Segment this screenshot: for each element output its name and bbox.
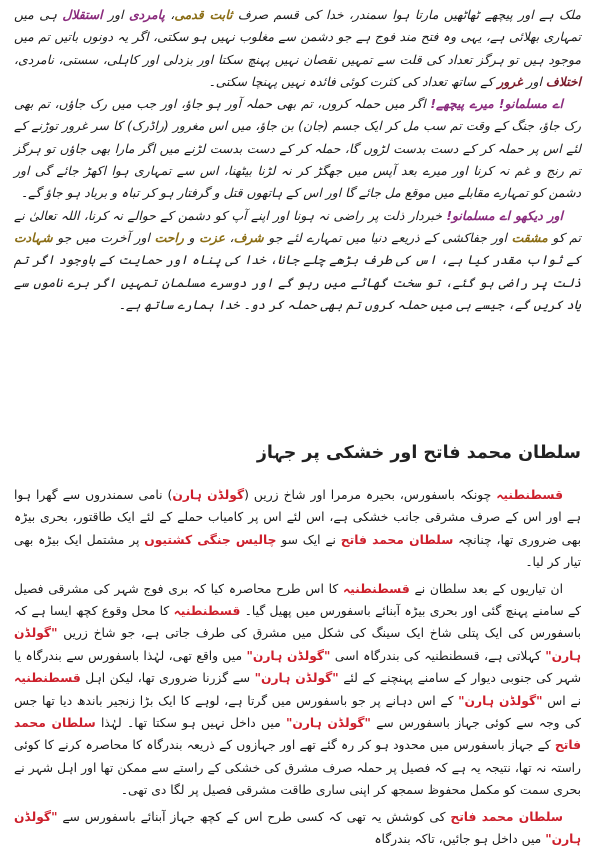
text-run: ، [224,229,234,245]
highlight-courage: پامردی [128,7,165,22]
text-run: اگر میں حملہ کروں، تم بھی حملہ آور ہو جاؤ، اور جب میں رک جاؤں، تم بھی رک جاؤ، جنگ کے وقت تم سب مل کر ایک جسم (جان) بن جاؤ، میں اس مغرور (راڈرک) کا سر غرور توڑنے کے لئے اس پر حملہ کر کے دست بدست لڑوں گا، حملہ کر کے دست بدست لڑنے میں اگر مارا بھی جاؤں تو ہرگز تم رنج و غم نہ کرنا اور میرے بعد آپس میں جھگڑ کر نہ لڑنا بیٹھنا، اس سے تمہاری ہوا اکھڑ جائے گی اور دشمن کو تمہارے مقابلے میں موقع مل جائے گا اور اس کے ہاتھوں قتل و گرفتار ہو کر تباہ و برباد ہو جاؤ گے۔ [14,96,581,201]
text-run: خبردار ذلت پر راضی نہ ہونا اور اپنے آپ کو دشمن کے حوالے نہ کرنا، اللہ تعالیٰ نے تم کو [14,207,581,245]
text-run: میں داخل ہو جائیں، تاکہ بندرگاہ [374,832,546,847]
text-run: ملک ہے اور پیچھے ٹھاٹھیں مارتا ہوا سمندر، خدا کی قسم صرف [232,7,581,22]
highlight-call-muslims-2: اور دیکھو اے مسلمانو! [446,207,563,223]
text-run: سے گزرنا ضروری تھا، لیکن اہل [80,671,255,686]
highlight-dignity: عزت [199,229,225,245]
text-run: پر مشتمل ایک بیڑہ بھی تیار کر لیا۔ [14,532,581,570]
highlight-perseverance: استقلال [62,7,103,22]
text-run: ) نامی سمندروں سے گھرا ہوا ہے اور اس کے صرف مشرقی جانب خشکی ہے، اس لئے اس پر کامیاب حملے کے لئے ایک طاقتور، بحری بیڑہ بھی ضروری تھا، چنانچہ [14,488,581,547]
highlight-steadfastness: ثابت قدمی [174,7,233,22]
highlight-sultan: سلطان محمد فاتح [14,716,581,753]
text-run: کے ثواب مقدر کیا ہے، اس کی طرف بڑھے چلے جانا، خدا کی پناہ اور حمایت کے باوجود اگر تم ذلت پر راضی ہو گئے، تو سخت گھاٹے میں رہو گے اور دوسرے مسلمان تمہیں اگر برے ناموں سے یاد کریں گے، جیسے ہی میں حملہ کروں تم بھی حملہ کر دو۔ خدا ہمارے ساتھ ہے۔ [14,252,581,312]
text-run: کا اس طرح محاصرہ کیا کہ بری فوج شہر کی مشرقی فصیل کے سامنے پہنچ گئی اور بحری بیڑہ آبنائے باسفورس میں پھیل گیا۔ [14,581,581,619]
highlight-constantinople: قسطنطنیہ [496,488,563,502]
text-run: ہی میں تمہاری بھلائی ہے، یہی وہ فتح مند فوج ہے جو دشمن سے مغلوب نہیں ہو سکتی، اگر یہ دونوں باتیں تم میں موجود ہیں تو ہرگز تعداد کی قلت سے تمہیں نقصان نہیں پہنچ سکتا اور بزدلی اور کاہلی، سستی، نامردی، [14,7,581,67]
text-run: ان تیاریوں کے بعد سلطان نے [409,581,564,596]
text-run: میں داخل نہیں ہو سکتا تھا۔ لہٰذا [95,716,286,731]
highlight-golden-horn: "گولڈن ہارن" [285,716,371,731]
text-run: اور [102,7,129,22]
highlight-honor: شرف [233,229,264,245]
text-run: و [183,229,200,245]
body-paragraph-3 [14,806,581,851]
text-run: اور جفاکشی کے ذریعے دنیا میں تمہارے لئے جو [263,229,512,245]
text-run: کا محل وقوع کچھ ایسا ہے کہ باسفورس کی ایک پتلی شاخ ایک سینگ کی شکل میں مشرق کی طرف جاتی ہے، جو شاخ زریں [14,604,581,641]
body-paragraph-1 [14,484,581,574]
highlight-golden-horn: "گولڈن ہارن" [14,626,582,663]
highlight-discord: اختلاف [545,73,581,89]
text-run: ، [164,7,175,22]
highlight-warships: چالیس جنگی کشتیوں [144,532,277,547]
text-run: اور [522,73,546,89]
body-text [14,484,582,847]
highlight-golden-horn: گولڈن ہارن [172,488,245,502]
body-paragraph-2 [14,578,581,802]
text-run: نے ایک سو [276,532,341,547]
text-run: کے اس دہانے پر جو باسفورس میں گرتا ہے، لوہے کا ایک بڑا زنجیر باندھ دیا تھا جس کی وجہ سے کوئی جہاز باسفورس سے [14,693,581,731]
quote-paragraph-1 [14,4,581,93]
highlight-golden-horn: "گولڈن ہارن" [246,648,331,663]
highlight-sultan: سلطان محمد فاتح [340,532,454,547]
text-run: اور آخرت میں جو [52,229,155,245]
highlight-golden-horn: "گولڈن ہارن" [14,809,581,847]
highlight-arrogance: غرور [497,73,523,89]
text-run: میں واقع تھی، لہٰذا باسفورس سے بندرگاہ یا شہر کی جنوبی دیوار کے سامنے پہنچنے کے لئے [14,648,581,686]
quote-paragraph-3 [14,205,581,316]
highlight-golden-horn: "گولڈن ہارن" [254,671,339,686]
highlight-constantinople: قسطنطنیہ [342,581,410,596]
highlight-martyrdom: شہادت [14,229,53,245]
highlight-comfort: راحت [154,229,184,245]
highlight-golden-horn: "گولڈن ہارن" [458,693,543,708]
text-run: نے اس [542,693,581,708]
highlight-constantinople: قسطنطنیہ [173,604,241,619]
text-run: کہلاتی ہے، قسطنطنیہ کی بندرگاہ اسی [330,648,546,663]
speech-quote [14,4,581,360]
highlight-sultan: سلطان محمد فاتح [450,809,563,824]
highlight-hardship: مشقت [511,229,548,245]
text-run: کی کوشش یہ تھی کہ کسی طرح اس کے کچھ جہاز آبنائے باسفورس سے [57,809,451,824]
section-heading: سلطان محمد فاتح اور خشکی پر جہاز [256,443,581,463]
text-run: کے جہاز باسفورس میں محدود ہو کر رہ گئے تھے اور جہازوں کے ذریعہ بندرگاہ کا محاصرہ کرنے کا کوئی راستہ نہ تھا، نتیجہ یہ ہے کہ فصیل پر حملہ صرف مشرق کی خشکی کے راستے سے ممکن تھا اور اہل شہر نے بحری سمت کو مکمل محفوظ سمجھ کر اپنی ساری طاقت مشرقی فصیل پر لگا دی تھی۔ [14,738,581,798]
highlight-constantinople: قسطنطنیہ [14,671,81,686]
text-run: کے ساتھ تعداد کی کثرت کوئی فائدہ نہیں پہنچا سکتی۔ [208,73,498,89]
text-run: چونکہ باسفورس، بحیرہ مرمرا اور شاخ زریں ( [244,488,497,502]
quote-paragraph-2 [14,93,581,204]
section-heading-row [14,436,581,474]
highlight-call-muslims: اے مسلمانو! میرے پیچھے! [430,96,563,112]
